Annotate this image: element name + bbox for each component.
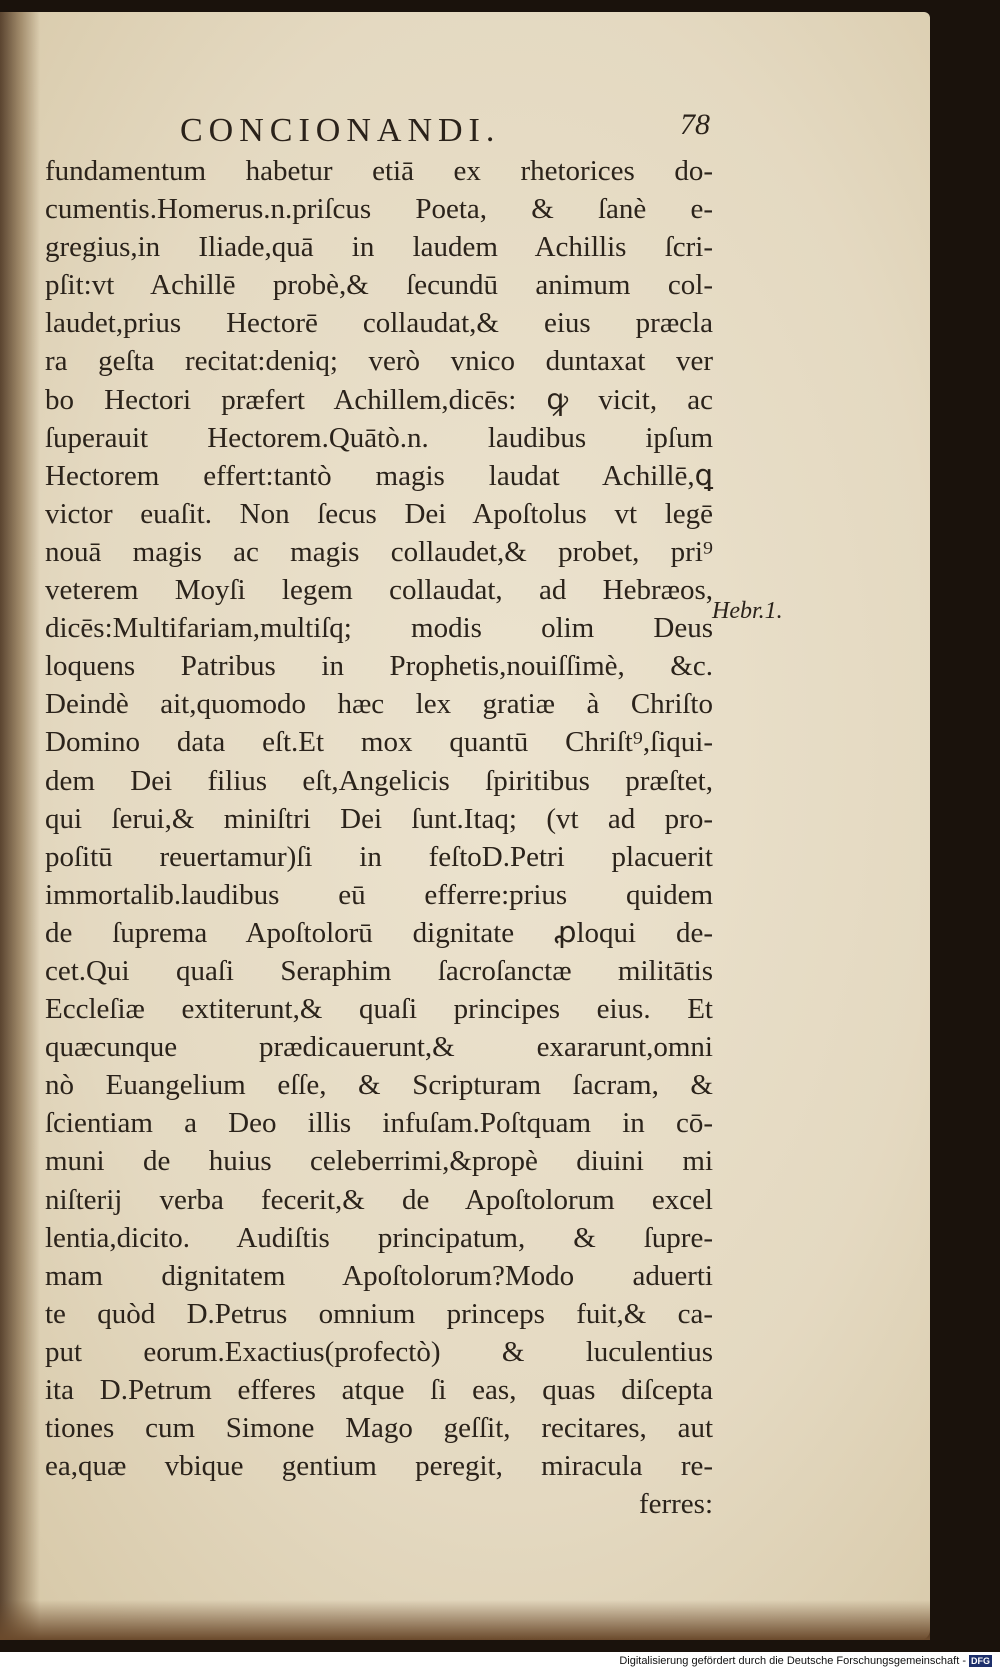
- book-page: [0, 12, 930, 1640]
- footer-text: Digitalisierung gefördert durch die Deutsche Forschungsgemeinschaft -: [619, 1655, 966, 1667]
- text-line: ea,quæ vbique gentium peregit, miracula re-: [45, 1450, 713, 1483]
- digitization-footer: [619, 1655, 992, 1667]
- text-line: Eccleſiæ extiterunt,& quaſi principes eius. Et: [45, 993, 713, 1026]
- text-line: poſitū reuertamur)ſi in feſtoD.Petri placuerit: [45, 840, 713, 873]
- text-line: Hectorem effert:tantò magis laudat Achillē,ꝗ: [45, 459, 713, 492]
- text-line: veterem Moyſi legem collaudat, ad Hebræos,: [45, 574, 713, 607]
- text-line: ferres:: [638, 1488, 713, 1521]
- text-line: gregius,in Iliade,quā in laudem Achillis ſcri-: [45, 231, 713, 264]
- text-line: pſit:vt Achillē probè,& ſecundū animum col-: [45, 269, 713, 302]
- text-line: cumentis.Homerus.n.priſcus Poeta, & ſanè e-: [45, 193, 713, 226]
- text-line: ſuperauit Hectorem.Quātò.n. laudibus ipſum: [45, 421, 713, 454]
- text-line: dem Dei filius eſt,Angelicis ſpiritibus præſtet,: [45, 764, 713, 797]
- text-line: te quòd D.Petrus omnium princeps fuit,& ca-: [45, 1297, 713, 1330]
- text-line: nò Euangelium eſſe, & Scripturam ſacram, &: [45, 1069, 713, 1102]
- running-header: [180, 108, 710, 150]
- text-line: ita D.Petrum efferes atque ſi eas, quas diſcepta: [45, 1374, 713, 1406]
- text-line: dicēs:Multifariam,multiſq; modis olim Deus: [45, 612, 713, 645]
- text-line: cet.Qui quaſi Seraphim ſacroſanctæ militātis: [45, 954, 713, 987]
- text-line: quæcunque prædicauerunt,& exararunt,omni: [45, 1031, 713, 1064]
- text-line: tiones cum Simone Mago geſſit, recitares, aut: [45, 1412, 713, 1445]
- text-line: Deindè ait,quomodo hæc lex gratiæ à Chriſto: [45, 688, 713, 721]
- text-line: put eorum.Exactius(profectò) & luculentius: [45, 1335, 713, 1368]
- text-line: loquens Patribus in Prophetis,nouiſſimè, &c.: [45, 650, 713, 683]
- margin-note: Hebr.1.: [712, 598, 783, 624]
- text-line: mam dignitatem Apoſtolorum?Modo aduerti: [45, 1259, 713, 1292]
- page-number: 78: [680, 108, 710, 141]
- text-line: ſcientiam a Deo illis infuſam.Poſtquam in cō-: [45, 1107, 713, 1140]
- text-line: ra geſta recitat:deniq; verò vnico duntaxat ver: [45, 345, 713, 378]
- text-line: immortalib.laudibus eū efferre:prius quidem: [45, 878, 713, 911]
- body-text: [45, 152, 713, 1523]
- text-line: muni de huius celeberrimi,&propè diuini mi: [45, 1145, 713, 1178]
- text-line: lentia,dicito. Audiſtis principatum, & ſupre-: [45, 1221, 713, 1254]
- text-line: qui ſerui,& miniſtri Dei ſunt.Itaq; (vt ad pro-: [45, 802, 713, 835]
- text-line: fundamentum habetur etiā ex rhetorices do-: [45, 155, 713, 187]
- text-line: bo Hectori præfert Achillem,dicēs: ꝙ vicit, ac: [45, 383, 713, 416]
- text-line: niſterij verba fecerit,& de Apoſtolorum excel: [45, 1183, 713, 1216]
- dfg-logo: DFG: [971, 1656, 990, 1666]
- text-line: nouā magis ac magis collaudet,& probet, pri⁹: [45, 535, 713, 568]
- text-line: Domino data eſt.Et mox quantū Chriſt⁹,ſiqui-: [45, 726, 713, 759]
- text-line: victor euaſit. Non ſecus Dei Apoſtolus vt legē: [45, 497, 713, 530]
- text-line: de ſuprema Apoſtolorū dignitate ꝓloqui de-: [45, 916, 713, 949]
- text-line: laudet,prius Hectorē collaudat,& eius præcla: [45, 307, 713, 340]
- running-title: CONCIONANDI.: [180, 112, 501, 149]
